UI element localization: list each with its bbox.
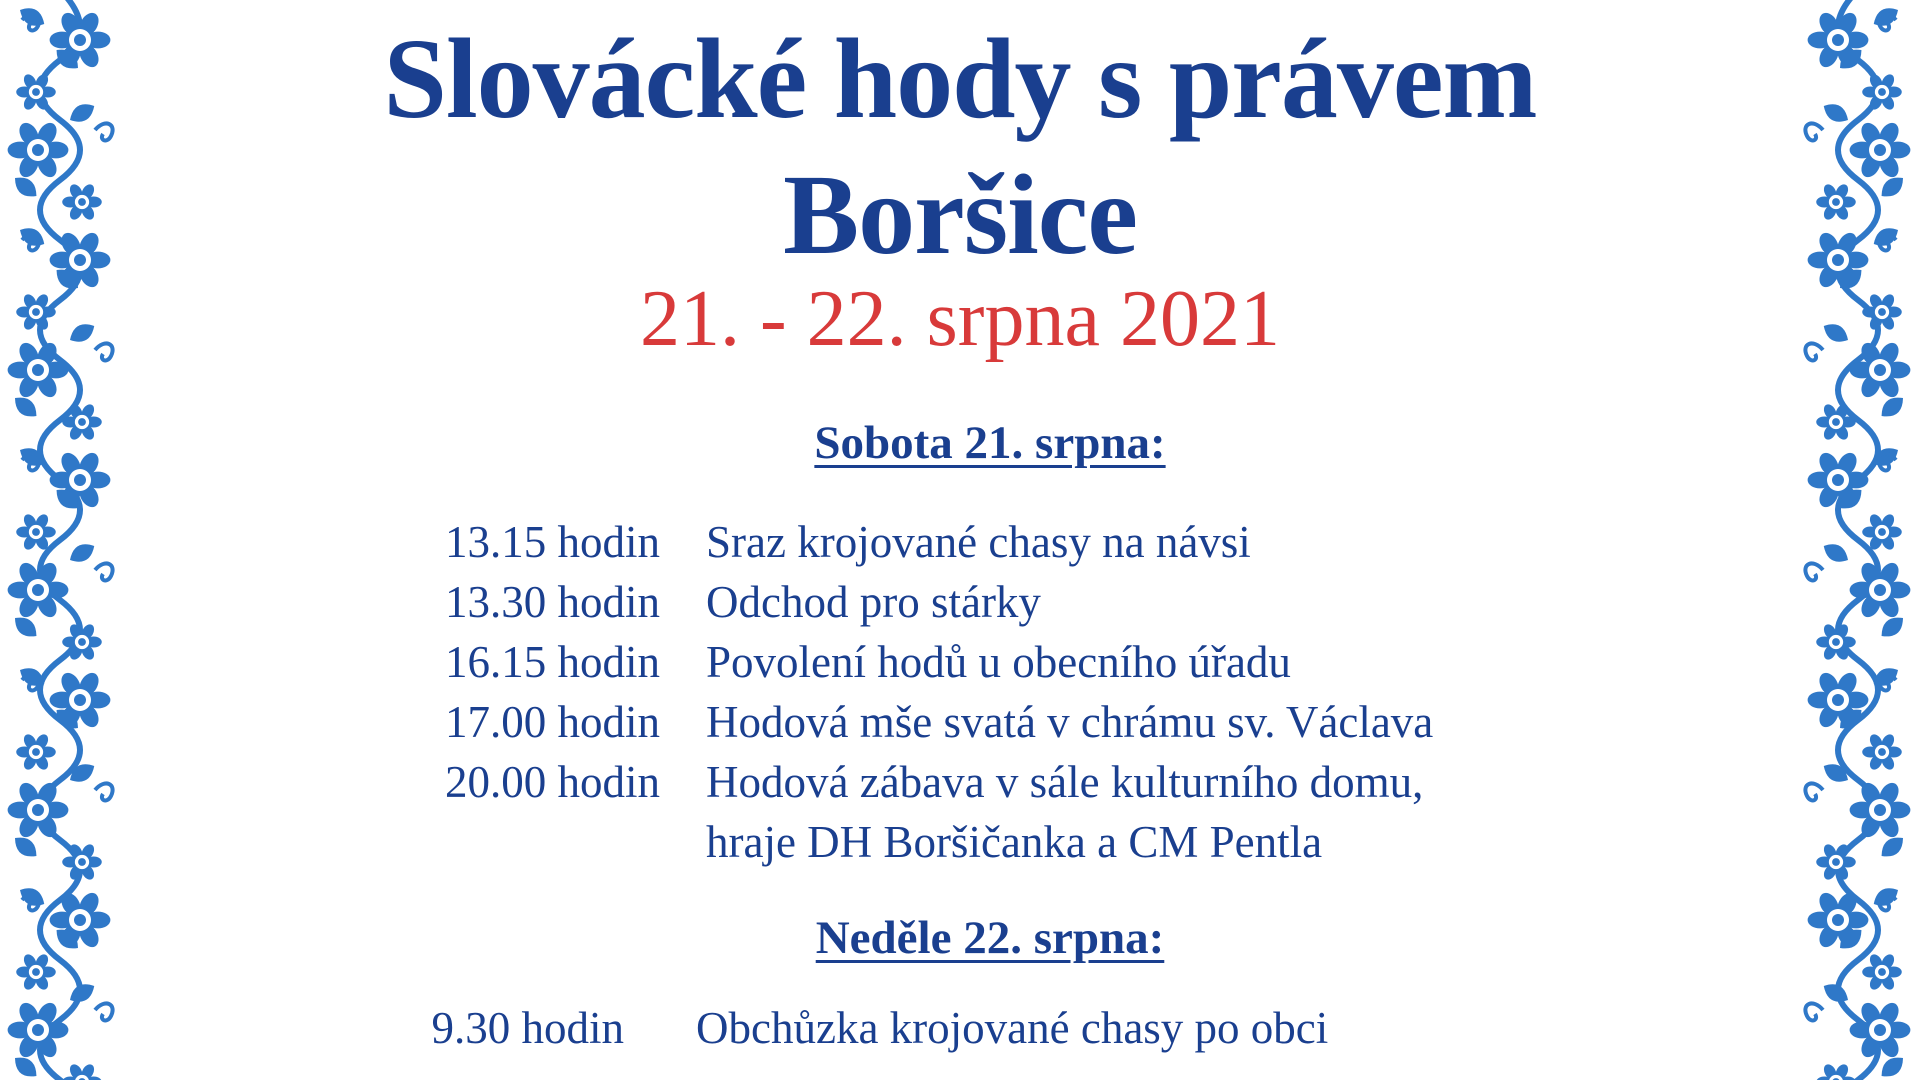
schedule-time: 9.30 hodin (431, 1003, 624, 1053)
schedule-time: 17.00 hodin (444, 697, 660, 747)
saturday-heading: Sobota 21. srpna: (814, 417, 1166, 469)
poster-title: Slovácké hody s právem (383, 15, 1537, 142)
schedule-event: Povolení hodů u obecního úřadu (706, 637, 1291, 687)
poster-village: Boršice (783, 151, 1137, 278)
schedule-event: Hodová mše svatá v chrámu sv. Václava (706, 697, 1434, 747)
schedule-event: Hodová zábava v sále kulturního domu, (706, 757, 1424, 807)
schedule-event: Odchod pro stárky (706, 577, 1041, 627)
schedule-event: Sraz krojované chasy na návsi (706, 517, 1251, 567)
schedule-time: 13.30 hodin (444, 577, 660, 627)
schedule-event: hraje DH Boršičanka a CM Pentla (706, 817, 1323, 867)
schedule-time: 20.00 hodin (444, 757, 660, 807)
schedule-time: 16.15 hodin (444, 637, 660, 687)
schedule-event: Obchůzka krojované chasy po obci (696, 1003, 1329, 1053)
schedule-time: 13.15 hodin (444, 517, 660, 567)
sunday-heading: Neděle 22. srpna: (815, 912, 1165, 964)
event-date: 21. - 22. srpna 2021 (640, 275, 1280, 363)
